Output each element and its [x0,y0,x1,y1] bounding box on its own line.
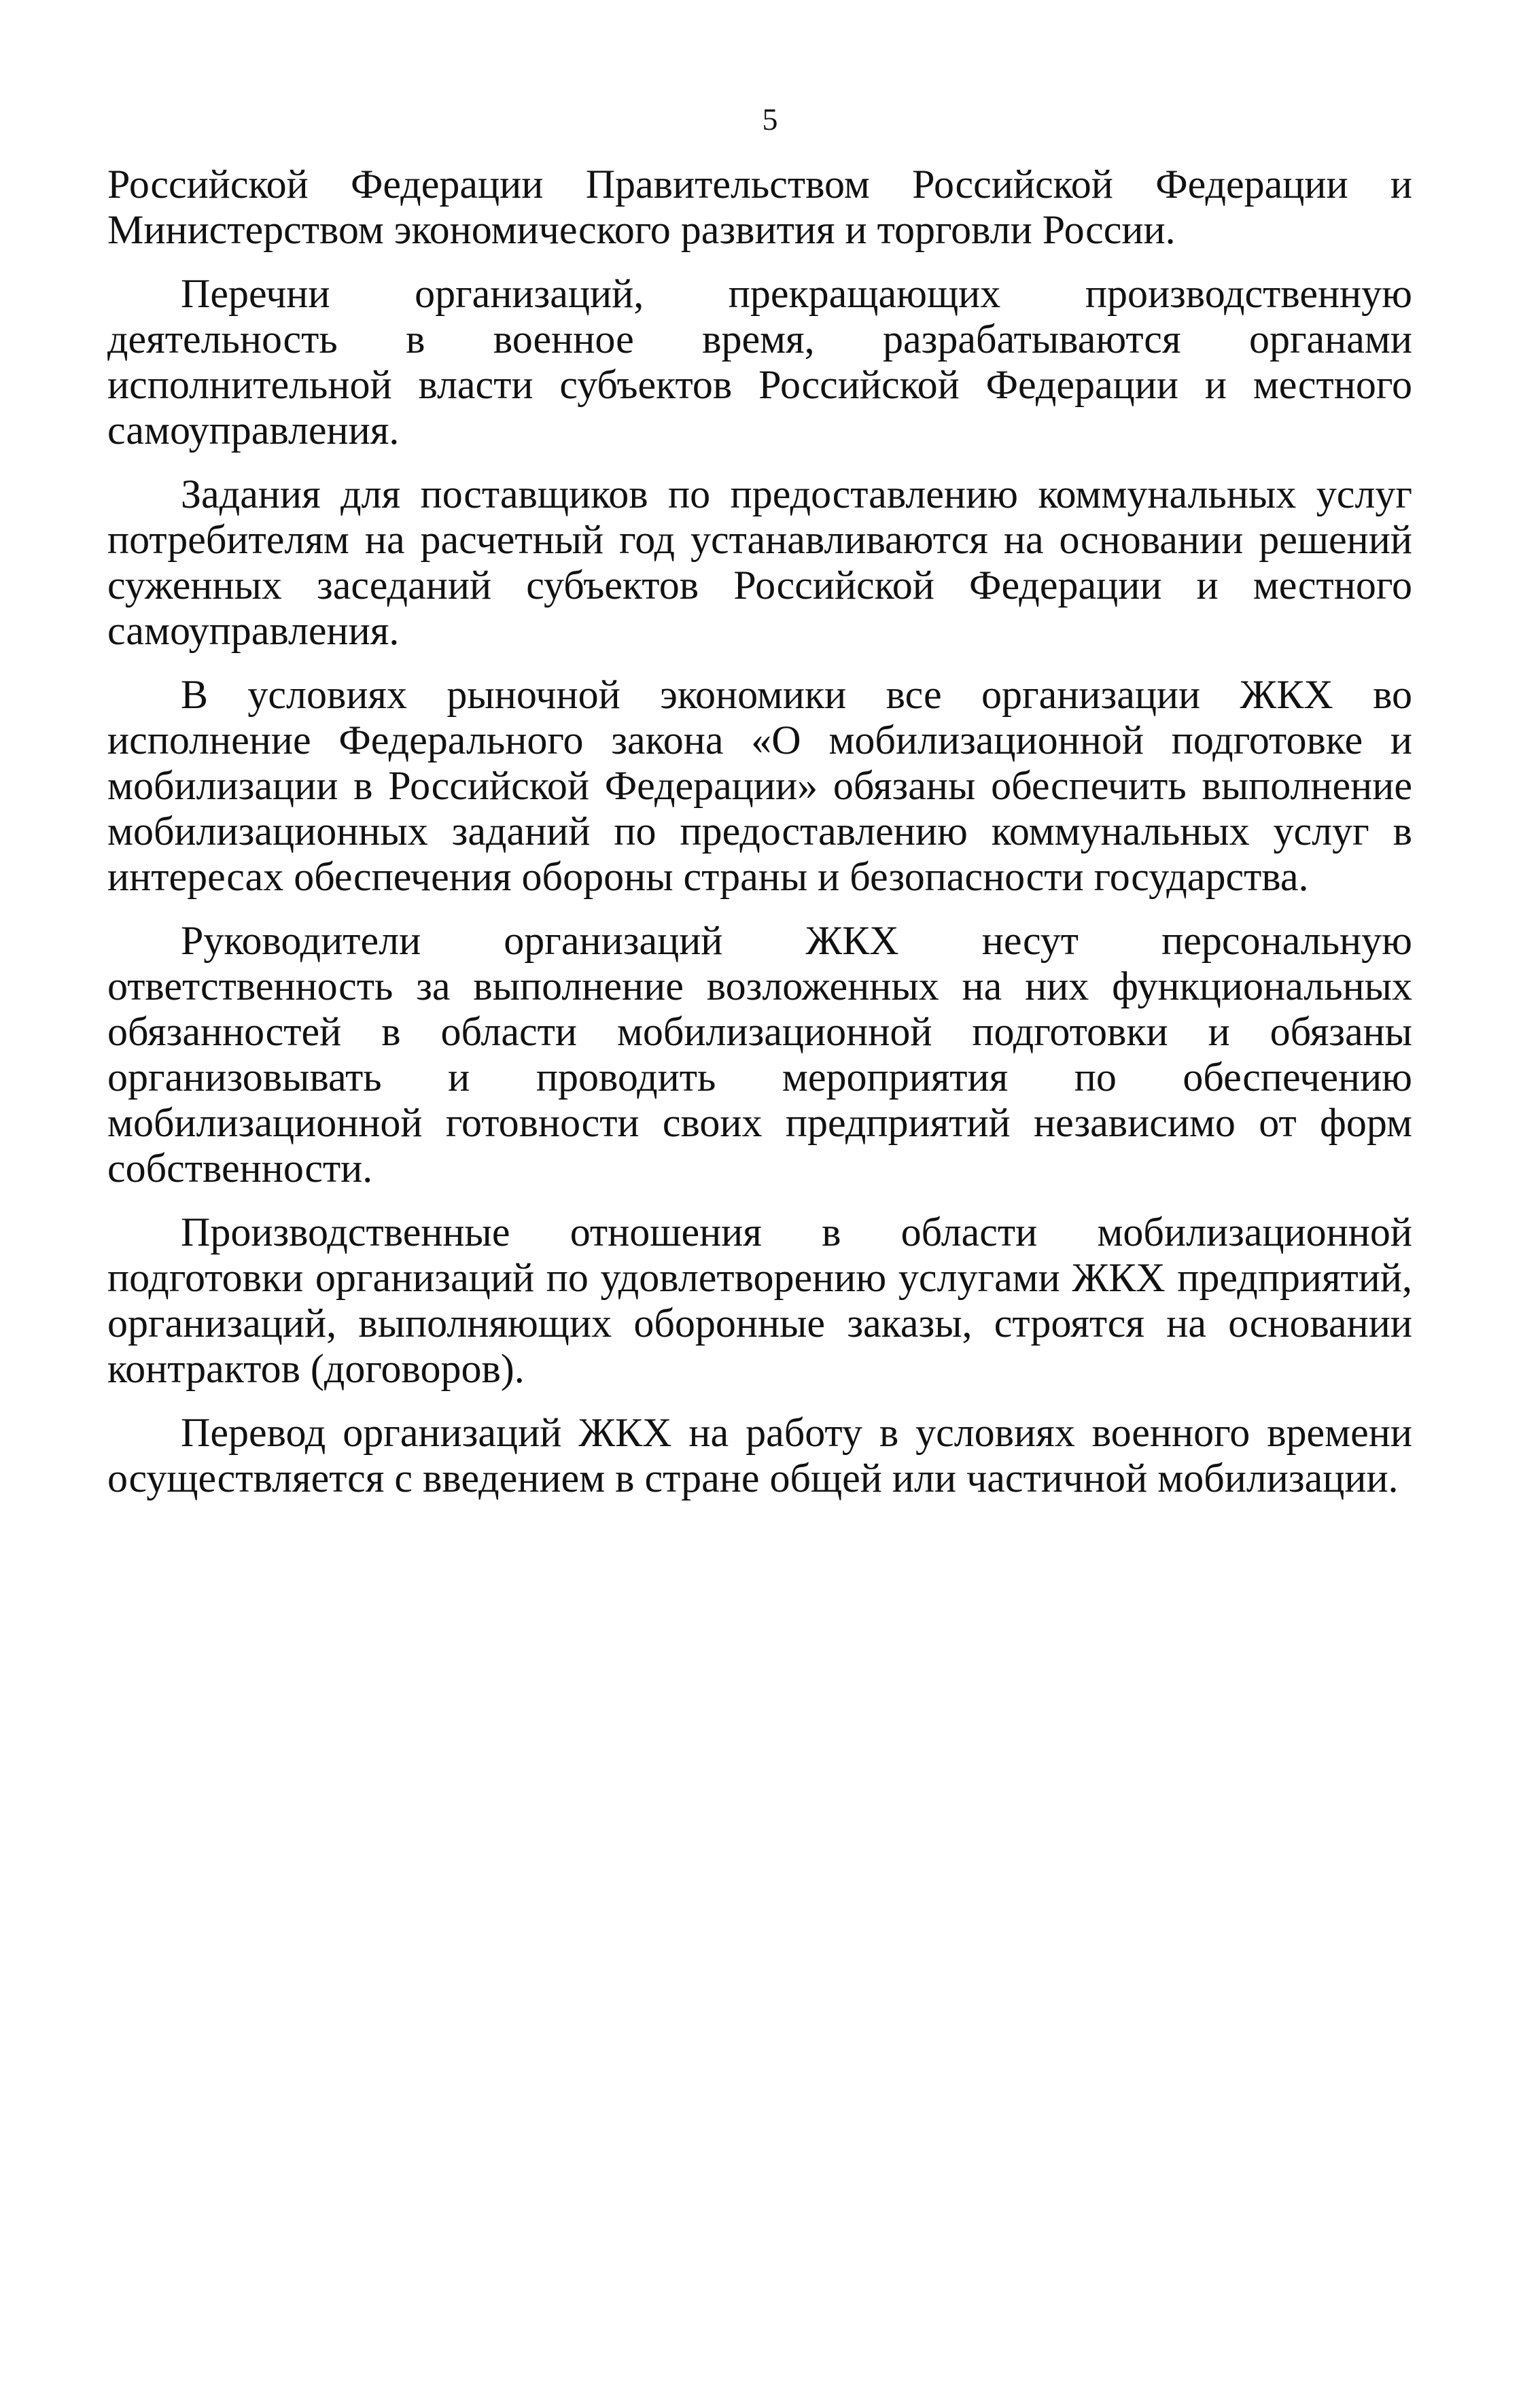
paragraph: Перевод организаций ЖКХ на работу в условиях военного времени осуществляется с введением в стране общей или частичной мобилизации. [107,1410,1412,1501]
paragraph: Перечни организаций, прекращающих производственную деятельность в военное время, разрабатываются органами исполнительной власти субъектов Российской Федерации и местного самоуправления. [107,271,1412,453]
paragraph-continuation: Российской Федерации Правительством Российской Федерации и Министерством экономического развития и торговли России. [107,162,1412,252]
document-body [107,162,1412,1520]
paragraph: В условиях рыночной экономики все организации ЖКХ во исполнение Федерального закона «О мобилизационной подготовке и мобилизации в Российской Федерации» обязаны обеспечить выполнение мобилизационных заданий по предоставлению коммунальных услуг в интересах обеспечения обороны страны и безопасности государства. [107,672,1412,899]
paragraph: Руководители организаций ЖКХ несут персональную ответственность за выполнение возложенных на них функциональных обязанностей в области мобилизационной подготовки и обязаны организовывать и проводить мероприятия по обеспечению мобилизационной готовности своих предприятий независимо от форм собственности. [107,918,1412,1191]
paragraph: Производственные отношения в области мобилизационной подготовки организаций по удовлетворению услугами ЖКХ предприятий, организаций, выполняющих оборонные заказы, строятся на основании контрактов (договоров). [107,1210,1412,1391]
page-number: 5 [762,102,778,137]
paragraph: Задания для поставщиков по предоставлению коммунальных услуг потребителям на расчетный год устанавливаются на основании решений суженных заседаний субъектов Российской Федерации и местного самоуправления. [107,472,1412,653]
